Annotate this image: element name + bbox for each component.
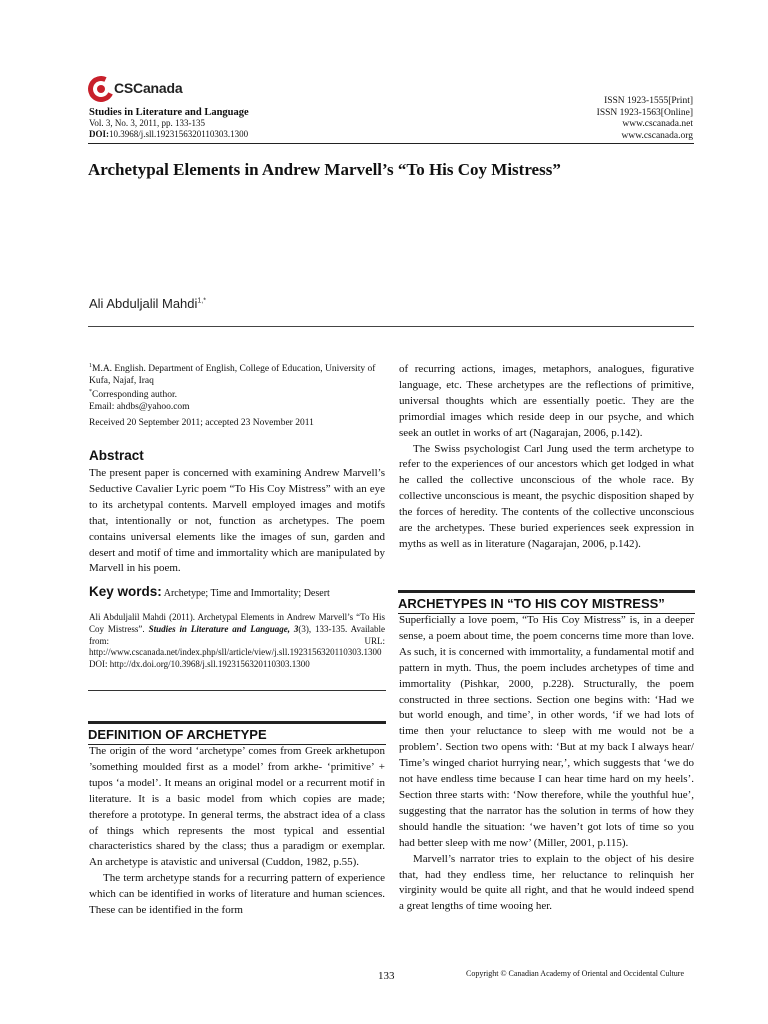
keywords-label: Key words: — [89, 584, 162, 599]
affiliation-line-2 — [89, 387, 387, 402]
citation-journal: Studies in Literature and Language, 3 — [148, 623, 299, 634]
affiliation-sup-1: 1 — [89, 363, 92, 369]
section-archetypes-body — [399, 613, 694, 915]
volume-line: Vol. 3, No. 3, 2011, pp. 133-135 — [89, 118, 206, 128]
page-number: 133 — [378, 970, 395, 982]
paragraph: The origin of the word ‘archetype’ comes from Greek arkhetupon ’something moulded first as a model’ from arkhe- ‘primitive’ + tupos ‘a model’. It means an original model or a recurrent motif in literature. It is a basic model from which copies are made; therefore a prototype. In general terms, the abstract idea of a class of things which represents the most typical and essential characteristics shared by the class; thus a paradigm or exemplar. An archetype is atavistic and universal (Cuddon, 1982, p.55). — [89, 745, 385, 869]
affiliation-line-1 — [89, 361, 387, 387]
paragraph: Superficially a love poem, “To His Coy Mistress” is, in a deeper sense, a poem about time, the poem concerns time more than love. As such, it is concerned with immortality, a fundamental motif and pattern in myth. Thus, the poem includes archetypes of time and immortality (Pishkar, 2000, p.228). Structurally, the poem constructed in three sections. Section one begins with: ‘Had we but world enough, and time’, in other words, ‘if we had lots of time then your reluctance to sleep with me would not be a problem’. Section two opens with: ‘But at my back I always hear/ Time’s winged chariot hurrying near,’, which suggests that ‘we do not have endless time because I can hear time hard on my heels’. Section three starts with: ‘Now therefore, while the youthful hue’, suggesting that the narrator has the solution in terms of how they should handle the situation: ‘we haven’t got lots of time so you had better sleep with me now’ (Miller, 2001, p.115). — [399, 614, 694, 849]
paragraph: The term archetype stands for a recurring pattern of experience which can be identified in works of literature and human sciences. These can be identified in the form — [89, 872, 385, 917]
affiliation-text: M.A. English. Department of English, College of Education, University of Kufa, Najaf, Iraq — [89, 364, 376, 386]
citation-divider — [88, 690, 386, 691]
right-column-body — [399, 362, 694, 553]
section-heading-definition: DEFINITION OF ARCHETYPE — [88, 721, 386, 745]
citation-part-1: Ali Abduljalil Mahdi (2011). Archetypal Elements in Andrew Marvell’s “To His Coy Mistress”. — [89, 612, 385, 634]
author-name: Ali Abduljalil Mahdi — [89, 296, 198, 311]
citation-doi: DOI: http://dx.doi.org/10.3968/j.sll.1923156320110303.1300 — [89, 659, 310, 670]
author-sup: 1,* — [197, 297, 206, 305]
paragraph: of recurring actions, images, metaphors, analogues, figurative language, etc. These archetypes are the reflections of primitive, universal thoughts which are essentially poetic. They are the primordial images which reside deep in our psyche, and which seek an outlet in works of art (Nagarajan, 2006, p.142). — [399, 363, 694, 439]
issn-online: ISSN 1923-1563[Online] — [596, 107, 693, 118]
website-link-1[interactable]: www.cscanada.net — [622, 119, 693, 129]
publisher-logo — [88, 73, 238, 107]
journal-name: Studies in Literature and Language — [89, 107, 249, 118]
paragraph: Marvell’s narrator tries to explain to the object of his desire that, had they endless time, her reluctance to relinquish her virginity would be quite all right, and that he would indeed spend a great lengths of time wooing her. — [399, 852, 694, 913]
logo-dot-icon — [97, 85, 105, 93]
author-divider — [88, 326, 694, 327]
doi-line — [89, 129, 248, 139]
abstract-text: The present paper is concerned with examining Andrew Marvell’s Seductive Cavalier Lyric poem “To His Coy Mistress” with an eye to its archetypal contents. Marvell employed images and motifs that, intentionally or not, function as archetypes. The poem contains universal elements like the images of sun, garden and desert and motif of time and immortality which are manipulated by Marvell in his poem. — [89, 467, 385, 575]
paragraph: The Swiss psychologist Carl Jung used the term archetype to refer to the experiences of our ancestors which get lodged in what he called the collective unconscious of the whole race. By collective unconscious is meant, the psychic disposition shaped by the forces of heredity. The contents of the collective unconscious are the archetypes. These buried experiences seek expression in myths as well as in literature (Nagarajan, 2006, p.142). — [399, 442, 694, 550]
author-email: Email: ahdbs@yahoo.com — [89, 401, 190, 412]
doi-value: 10.3968/j.sll.1923156320110303.1300 — [109, 129, 249, 139]
section-definition-body — [89, 744, 385, 919]
header-right — [597, 96, 693, 142]
corresponding-author: Corresponding author. — [92, 390, 177, 401]
received-dates: Received 20 September 2011; accepted 23 November 2011 — [89, 418, 314, 428]
article-title: Archetypal Elements in Andrew Marvell’s “To His Coy Mistress” — [88, 160, 561, 179]
affiliation-block — [89, 361, 387, 413]
affiliation-sup-2: * — [89, 389, 92, 396]
citation-part-2: (3), 133-135. Available from: URL: http://www.cscanada.net/index.php/sll/article/view/j.sll.1923156320110303.1300 — [89, 623, 385, 658]
issn-print: ISSN 1923-1555[Print] — [604, 96, 693, 106]
header-divider — [88, 143, 694, 144]
keywords-line — [89, 584, 389, 599]
abstract-heading: Abstract — [89, 448, 144, 463]
author-line — [89, 296, 206, 311]
website-link-2[interactable]: www.cscanada.org — [621, 130, 693, 141]
doi-label: DOI: — [89, 129, 109, 139]
keywords-text: Archetype; Time and Immortality; Desert — [163, 588, 330, 599]
citation-block — [89, 612, 385, 671]
publisher-name: CSCanada — [114, 80, 183, 96]
section-heading-archetypes: ARCHETYPES IN “TO HIS COY MISTRESS” — [398, 590, 695, 614]
copyright-notice: Copyright © Canadian Academy of Oriental and Occidental Culture — [466, 969, 685, 978]
